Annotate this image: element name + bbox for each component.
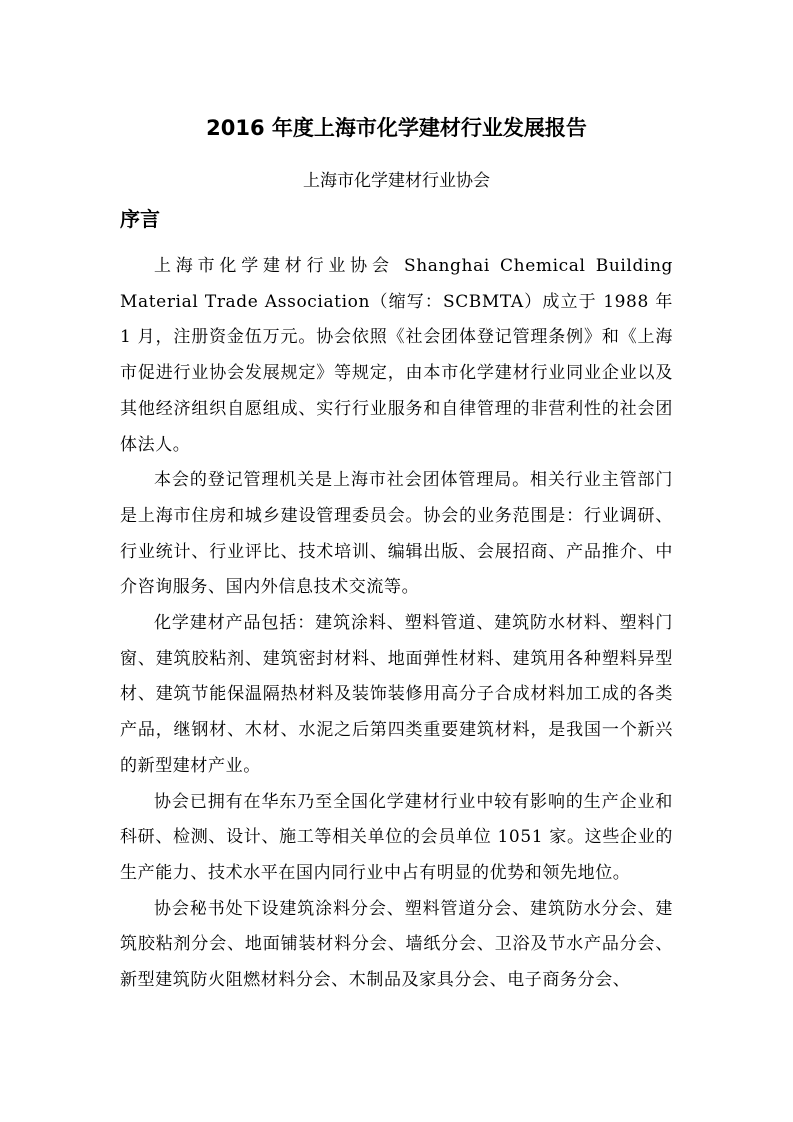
paragraph-2: 本会的登记管理机关是上海市社会团体管理局。相关行业主管部门是上海市住房和城乡建设管理委员会。协会的业务范围是：行业调研、行业统计、行业评比、技术培训、编辑出版、会展招商、产品推介、中介咨询服务、国内外信息技术交流等。 xyxy=(120,470,673,598)
paragraph-5: 协会秘书处下设建筑涂料分会、塑料管道分会、建筑防水分会、建筑胶粘剂分会、地面铺装材料分会、墙纸分会、卫浴及节水产品分会、新型建筑防火阻燃材料分会、木制品及家具分会、电子商务分会、 xyxy=(120,898,673,991)
body-text xyxy=(120,249,673,999)
paragraph-3: 化学建材产品包括：建筑涂料、塑料管道、建筑防水材料、塑料门窗、建筑胶粘剂、建筑密封材料、地面弹性材料、建筑用各种塑料异型材、建筑节能保温隔热材料及装饰装修用高分子合成材料加工成的各类产品，继钢材、木材、水泥之后第四类重要建筑材料，是我国一个新兴的新型建材产业。 xyxy=(120,613,673,776)
document-author: 上海市化学建材行业协会 xyxy=(303,171,490,191)
document-title: 2016 年度上海市化学建材行业发展报告 xyxy=(206,116,587,140)
paragraph-4: 协会已拥有在华东乃至全国化学建材行业中较有影响的生产企业和科研、检测、设计、施工等相关单位的会员单位 1051 家。这些企业的生产能力、技术水平在国内同行业中占有明显的优势和领先地位。 xyxy=(120,791,673,883)
section-heading: 序言 xyxy=(120,207,160,231)
paragraph-1: 上海市化学建材行业协会 Shanghai Chemical Building Material Trade Association（缩写：SCBMTA）成立于 1988 年 1 月，注册资金伍万元。协会依照《社会团体登记管理条例》和《上海市促进行业协会发展规定》等规定，由本市化学建材行业同业企业以及其他经济组织自愿组成、实行行业服务和自律管理的非营利性的社会团体法人。 xyxy=(120,256,673,455)
